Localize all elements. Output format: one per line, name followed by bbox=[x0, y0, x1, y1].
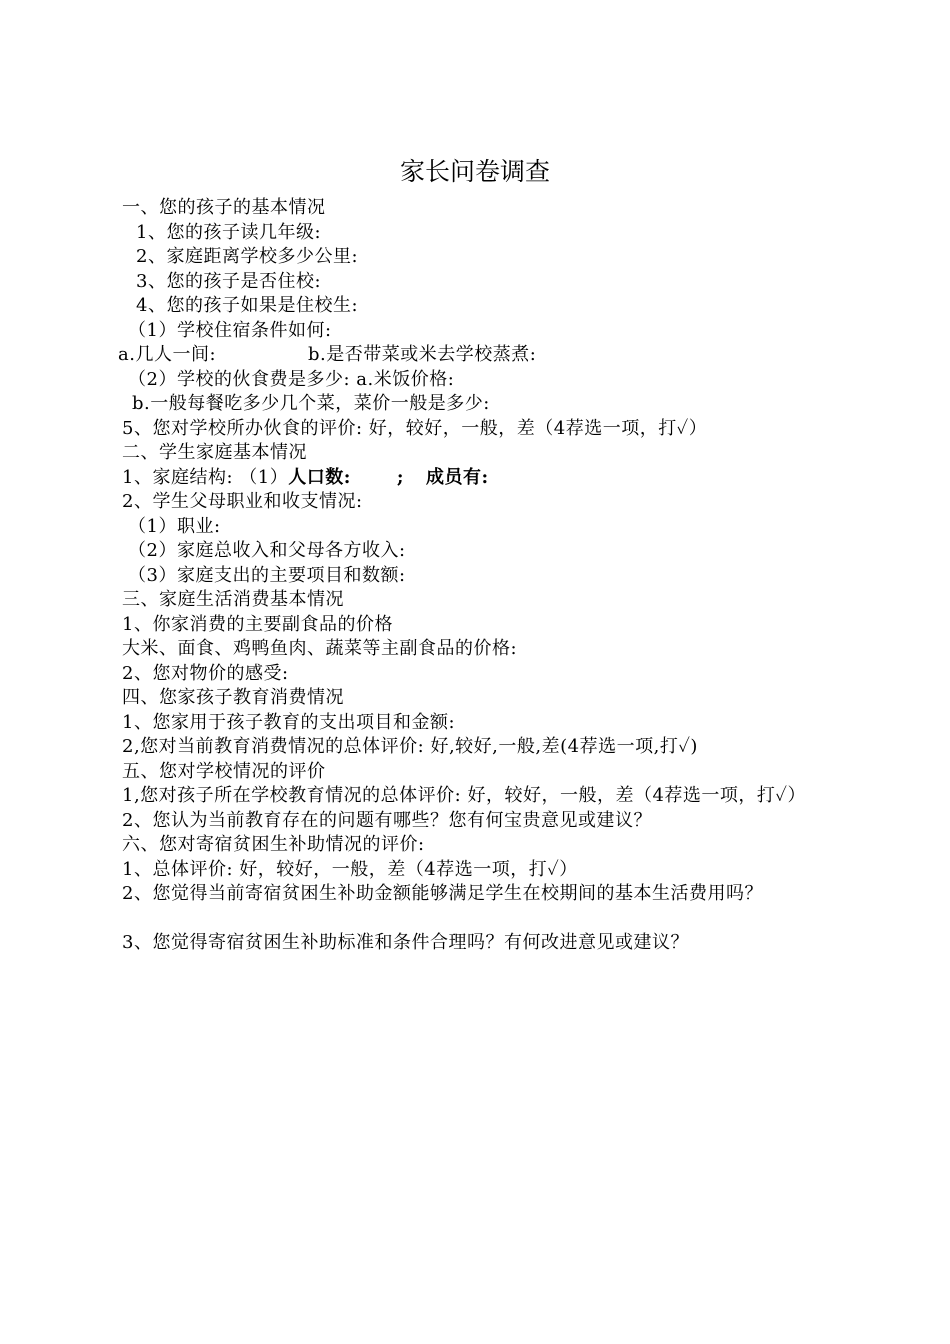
s1-q1: 1、您的孩子读几年级: bbox=[136, 221, 322, 243]
s2-q2-3: （3）家庭支出的主要项目和数额: bbox=[128, 564, 406, 586]
s2-q2-2: （2）家庭总收入和父母各方收入: bbox=[128, 540, 406, 561]
section-1-heading: 一、您的孩子的基本情况 bbox=[122, 197, 326, 218]
s2-q1 bbox=[122, 466, 834, 491]
s1-q4-1b: b.是否带菜或米去学校蒸煮: bbox=[308, 344, 537, 365]
s1-q2: 2、家庭距离学校多少公里: bbox=[136, 246, 359, 267]
section-2-heading: 二、学生家庭基本情况 bbox=[122, 442, 307, 463]
s1-q4-1-ab bbox=[118, 343, 834, 368]
s2-q2: 2、学生父母职业和收支情况: bbox=[122, 491, 363, 512]
s1-q3: 3、您的孩子是否住校: bbox=[136, 270, 322, 292]
questionnaire-body bbox=[118, 196, 834, 956]
s3-q1: 1、你家消费的主要副食品的价格 bbox=[122, 613, 393, 635]
s2-q1-population: 人口数: bbox=[288, 466, 351, 488]
s3-q1b: 大米、面食、鸡鸭鱼肉、蔬菜等主副食品的价格: bbox=[122, 638, 518, 659]
s5-q2: 2、您认为当前教育存在的问题有哪些？您有何宝贵意见或建议？ bbox=[122, 809, 652, 831]
s6-q1: 1、总体评价: 好，较好，一般，差（4荐选一项，打✓） bbox=[122, 858, 578, 880]
s2-q1-members: 成员有: bbox=[426, 466, 489, 488]
section-6-heading: 六、您对寄宿贫困生补助情况的评价: bbox=[122, 834, 425, 855]
s1-q4-1a: a.几人一间: bbox=[118, 344, 217, 365]
s5-q1: 1,您对孩子所在学校教育情况的总体评价: 好，较好，一般，差（4荐选一项，打✓） bbox=[122, 785, 807, 806]
section-3-heading: 三、家庭生活消费基本情况 bbox=[122, 589, 344, 610]
s1-q4-2b: b.一般每餐吃多少几个菜，菜价一般是多少: bbox=[132, 393, 490, 414]
s1-q5: 5、您对学校所办伙食的评价: 好，较好，一般，差（4荐选一项，打✓） bbox=[122, 417, 708, 439]
s6-q2: 2、您觉得当前寄宿贫困生补助金额能够满足学生在校期间的基本生活费用吗？ bbox=[122, 883, 763, 904]
s1-q4-2: （2）学校的伙食费是多少: a.米饭价格: bbox=[128, 368, 455, 390]
section-4-heading: 四、您家孩子教育消费情况 bbox=[122, 687, 344, 708]
s2-q1-separator: ; bbox=[396, 466, 405, 488]
page-title: 家长问卷调查 bbox=[399, 157, 550, 186]
section-5-heading: 五、您对学校情况的评价 bbox=[122, 760, 326, 782]
s4-q1: 1、您家用于孩子教育的支出项目和金额: bbox=[122, 711, 456, 733]
s2-q2-1: （1）职业: bbox=[128, 515, 221, 537]
s1-q4-1: （1）学校住宿条件如何: bbox=[128, 319, 332, 341]
blank-spacer bbox=[122, 907, 834, 932]
s3-q2: 2、您对物价的感受: bbox=[122, 662, 289, 684]
s4-q2: 2,您对当前教育消费情况的总体评价: 好,较好,一般,差(4荐选一项,打✓) bbox=[122, 736, 698, 757]
s6-q3: 3、您觉得寄宿贫困生补助标准和条件合理吗？有何改进意见或建议？ bbox=[122, 932, 689, 953]
s2-q1-prefix: 1、家庭结构: （1） bbox=[122, 466, 289, 488]
s1-q4: 4、您的孩子如果是住校生: bbox=[136, 295, 359, 316]
